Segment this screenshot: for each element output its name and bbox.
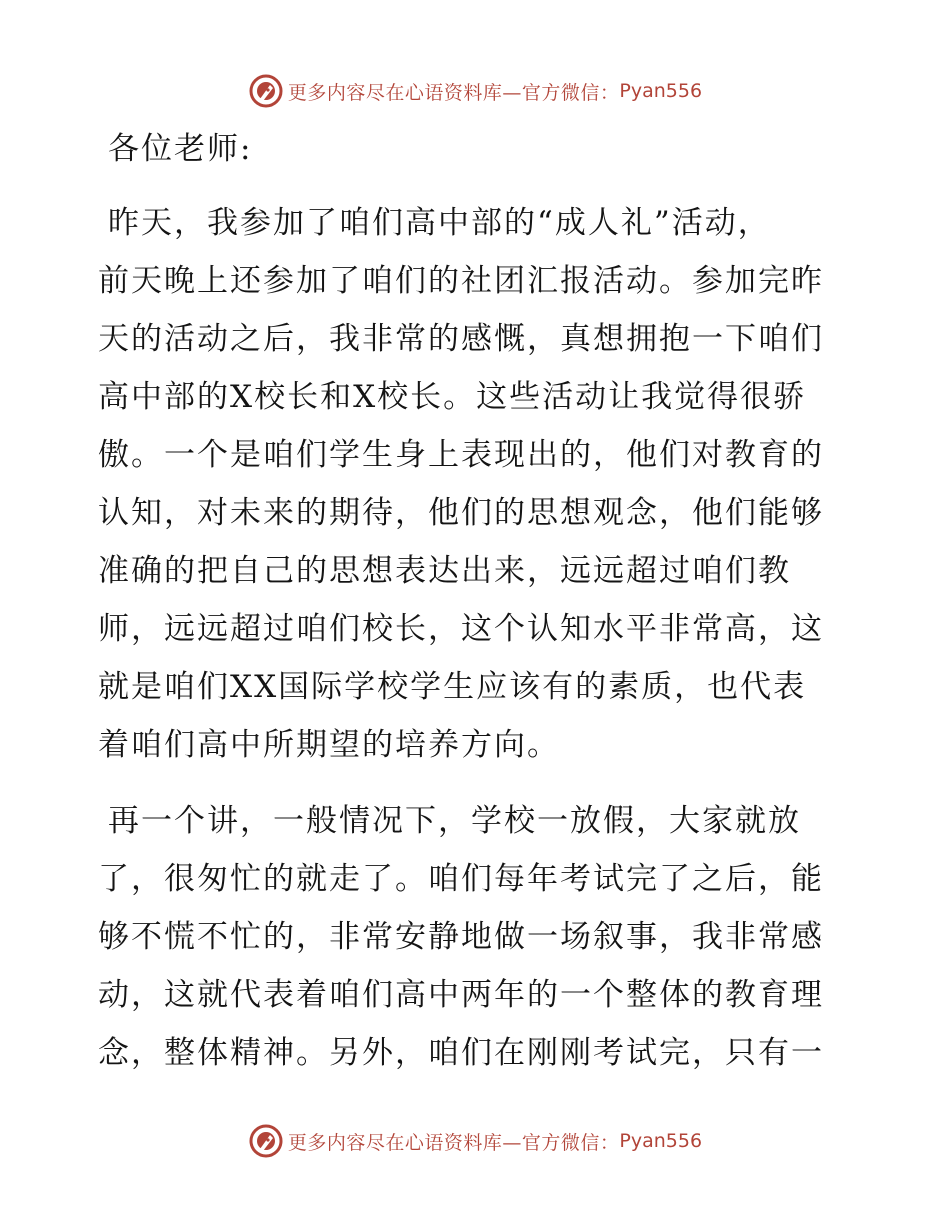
header-watermark: [0, 71, 950, 111]
paragraph-line: 天的活动之后，我非常的感慨，真想拥抱一下咱们: [98, 321, 824, 357]
paragraph-line: 着咱们高中所期望的培养方向。: [98, 727, 560, 763]
paragraph-line: 高中部的X校长和X校长。这些活动让我觉得很骄: [98, 379, 807, 415]
paragraph-line: 动，这就代表着咱们高中两年的一个整体的教育理: [98, 977, 824, 1013]
pen-nib-circle-icon: [248, 73, 284, 109]
salutation: 各位老师:: [108, 131, 253, 167]
paragraph-line: 了，很匆忙的就走了。咱们每年考试完了之后，能: [98, 861, 824, 897]
paragraph-line: 够不慌不忙的，非常安静地做一场叙事，我非常感: [98, 919, 824, 955]
footer-watermark: [0, 1121, 950, 1161]
paragraph-1: [98, 194, 858, 774]
paragraph-line: 傲。一个是咱们学生身上表现出的，他们对教育的: [98, 437, 824, 473]
watermark-handle: Pyan556: [619, 80, 703, 102]
watermark-handle: Pyan556: [619, 1130, 703, 1152]
watermark-text: 更多内容尽在心语资料库—官方微信：: [287, 81, 620, 104]
paragraph-line: 念，整体精神。另外，咱们在刚刚考试完，只有一: [98, 1035, 824, 1071]
paragraph-line: 再一个讲，一般情况下，学校一放假，大家就放: [108, 803, 801, 839]
document-body: [98, 120, 858, 1100]
paragraph-2: [98, 792, 858, 1082]
paragraph-line: 师，远远超过咱们校长，这个认知水平非常高，这: [98, 611, 824, 647]
paragraph-line: 认知，对未来的期待，他们的思想观念，他们能够: [98, 495, 824, 531]
paragraph-line: 就是咱们XX国际学校学生应该有的素质，也代表: [98, 669, 807, 705]
watermark-text: 更多内容尽在心语资料库—官方微信：: [287, 1131, 620, 1154]
paragraph-line: 准确的把自己的思想表达出来，远远超过咱们教: [98, 553, 791, 589]
paragraph-line: 前天晚上还参加了咱们的社团汇报活动。参加完昨: [98, 263, 824, 299]
pen-nib-circle-icon: [248, 1123, 284, 1159]
paragraph-line: 昨天，我参加了咱们高中部的“成人礼”活动，: [108, 205, 771, 241]
